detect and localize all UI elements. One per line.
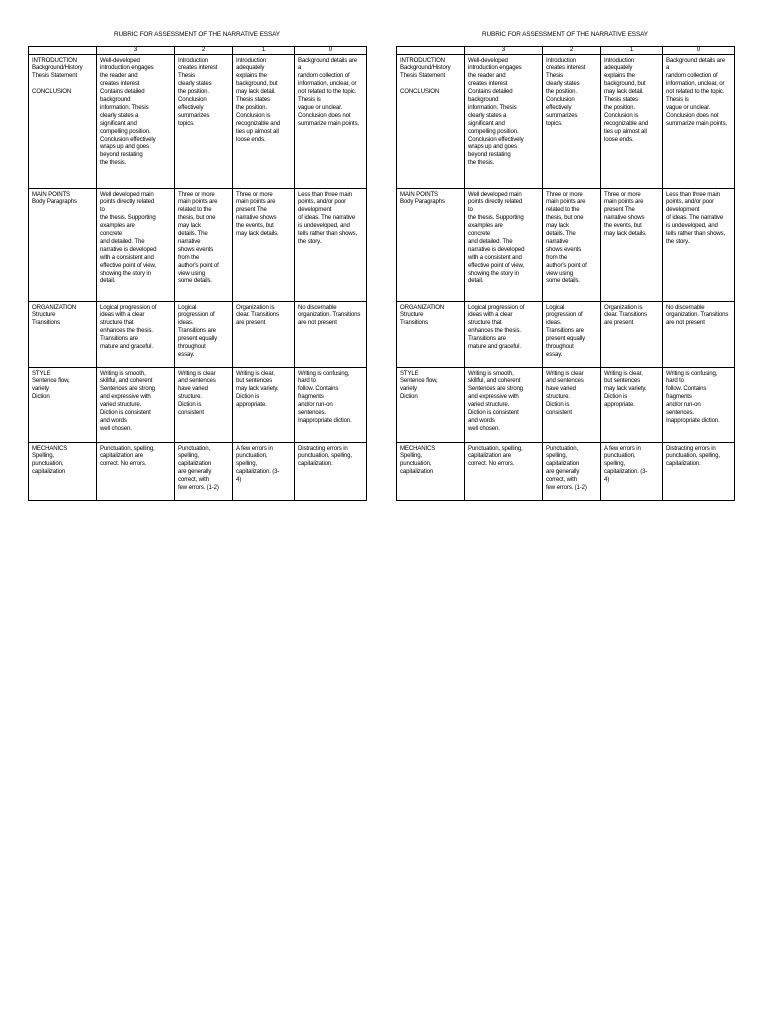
- criteria-cell-1: Three or more main points are present The narrative shows the events, but may lack details.: [601, 188, 663, 301]
- row-style: [29, 367, 367, 442]
- criteria-cell-2: Introduction creates interest Thesis clearly states the position. Conclusion effectively summarizes topics.: [175, 54, 233, 188]
- criteria-cell-0: Background details are a random collection of information, unclear, or not related to the topic. Thesis is vague or unclear. Conclusion does not summarize main points.: [295, 54, 367, 188]
- criteria-cell-3: Well-developed introduction engages the reader and creates interest Contains detailed background information. Thesis clearly states a significant and compelling position. Conclusion effectively wraps up and goes beyond restating the thesis.: [465, 54, 543, 188]
- criteria-cell-3: Punctuation, spelling, capitalization are correct. No errors.: [465, 442, 543, 500]
- category-cell: STYLE Sentence flow, variety Diction: [29, 367, 97, 442]
- criteria-cell-2: Logical progression of ideas. Transitions are present equally throughout essay.: [175, 301, 233, 367]
- criteria-cell-0: Distracting errors in punctuation, spelling, capitalization.: [663, 442, 735, 500]
- criteria-cell-2: Introduction creates interest Thesis clearly states the position. Conclusion effectively summarizes topics.: [543, 54, 601, 188]
- row-mechanics: [29, 442, 367, 500]
- criteria-cell-2: Writing is clear and sentences have varied structure. Diction is consistent: [543, 367, 601, 442]
- criteria-cell-1: Introduction adequately explains the background, but may lack detail. Thesis states the position. Conclusion is recognizable and ties up almost all loose ends.: [233, 54, 295, 188]
- criteria-cell-3: Well-developed introduction engages the reader and creates interest Contains detailed background information. Thesis clearly states a significant and compelling position. Conclusion effectively wraps up and goes beyond restating the thesis.: [97, 54, 175, 188]
- row-main-points: [29, 188, 367, 301]
- row-introduction: [29, 54, 367, 188]
- criteria-cell-0: Background details are a random collection of information, unclear, or not related to the topic. Thesis is vague or unclear. Conclusion does not summarize main points.: [663, 54, 735, 188]
- criteria-cell-2: Three or more main points are related to the thesis, but one may lack details. The narrative shows events from the author's point of view using some details.: [543, 188, 601, 301]
- criteria-cell-2: Logical progression of ideas. Transitions are present equally throughout essay.: [543, 301, 601, 367]
- row-organization: [29, 301, 367, 367]
- score-header-row: [29, 47, 367, 55]
- criteria-cell-3: Well developed main points directly related to the thesis. Supporting examples are concrete and detailed. The narrative is developed with a consistent and effective point of view, showing the story in detail.: [97, 188, 175, 301]
- criteria-cell-3: Logical progression of ideas with a clear structure that enhances the thesis. Transitions are mature and graceful.: [465, 301, 543, 367]
- criteria-cell-2: Punctuation, spelling, capitalization are generally correct, with few errors. (1-2): [543, 442, 601, 500]
- criteria-cell-1: Organization is clear. Transitions are present: [233, 301, 295, 367]
- row-main-points: [397, 188, 735, 301]
- score-header-0: 0: [663, 47, 735, 55]
- row-mechanics: [397, 442, 735, 500]
- row-organization: [397, 301, 735, 367]
- rubric-table: [396, 46, 735, 501]
- score-header-0: 0: [295, 47, 367, 55]
- rubric-table: [28, 46, 367, 501]
- criteria-cell-1: A few errors in punctuation, spelling, capitalization. (3- 4): [233, 442, 295, 500]
- category-cell: MAIN POINTS Body Paragraphs: [29, 188, 97, 301]
- score-header-row: [397, 47, 735, 55]
- rubric-copy-right: [396, 30, 734, 501]
- criteria-cell-1: Three or more main points are present The narrative shows the events, but may lack details.: [233, 188, 295, 301]
- category-cell: MECHANICS Spelling, punctuation, capitalization: [397, 442, 465, 500]
- criteria-cell-0: No discernable organization. Transitions are not present: [295, 301, 367, 367]
- category-cell: INTRODUCTION Background/History Thesis Statement CONCLUSION: [29, 54, 97, 188]
- criteria-cell-0: Writing is confusing, hard to follow. Contains fragments and/or run-on sentences. Inappropriate diction.: [295, 367, 367, 442]
- rubric-title: RUBRIC FOR ASSESSMENT OF THE NARRATIVE ESSAY: [114, 31, 280, 38]
- header-blank-cell: [29, 47, 97, 55]
- criteria-cell-0: Less than three main points, and/or poor development of ideas. The narrative is undeveloped, and tells rather than shows, the story.: [295, 188, 367, 301]
- category-cell: MAIN POINTS Body Paragraphs: [397, 188, 465, 301]
- criteria-cell-3: Punctuation, spelling, capitalization are correct. No errors.: [97, 442, 175, 500]
- criteria-cell-1: Organization is clear. Transitions are present: [601, 301, 663, 367]
- score-header-2: 2: [543, 47, 601, 55]
- criteria-cell-1: A few errors in punctuation, spelling, capitalization. (3- 4): [601, 442, 663, 500]
- category-cell: ORGANIZATION Structure Transitions: [29, 301, 97, 367]
- criteria-cell-2: Writing is clear and sentences have varied structure. Diction is consistent: [175, 367, 233, 442]
- score-header-2: 2: [175, 47, 233, 55]
- criteria-cell-0: No discernable organization. Transitions are not present: [663, 301, 735, 367]
- category-cell: STYLE Sentence flow, variety Diction: [397, 367, 465, 442]
- criteria-cell-2: Three or more main points are related to the thesis, but one may lack details. The narrative shows events from the author's point of view using some details.: [175, 188, 233, 301]
- category-cell: ORGANIZATION Structure Transitions: [397, 301, 465, 367]
- criteria-cell-1: Writing is clear, but sentences may lack variety. Diction is appropriate.: [233, 367, 295, 442]
- criteria-cell-3: Writing is smooth, skillful, and coherent Sentences are strong and expressive with varied structure. Diction is consistent and words well chosen.: [465, 367, 543, 442]
- criteria-cell-0: Writing is confusing, hard to follow. Contains fragments and/or run-on sentences. Inappropriate diction.: [663, 367, 735, 442]
- header-blank-cell: [397, 47, 465, 55]
- score-header-1: 1: [233, 47, 295, 55]
- category-cell: MECHANICS Spelling, punctuation, capitalization: [29, 442, 97, 500]
- row-introduction: [397, 54, 735, 188]
- criteria-cell-2: Punctuation, spelling, capitalization are generally correct, with few errors. (1-2): [175, 442, 233, 500]
- criteria-cell-3: Logical progression of ideas with a clear structure that enhances the thesis. Transitions are mature and graceful.: [97, 301, 175, 367]
- row-style: [397, 367, 735, 442]
- score-header-1: 1: [601, 47, 663, 55]
- criteria-cell-3: Well developed main points directly related to the thesis. Supporting examples are concrete and detailed. The narrative is developed with a consistent and effective point of view, showing the story in detail.: [465, 188, 543, 301]
- criteria-cell-3: Writing is smooth, skillful, and coherent Sentences are strong and expressive with varied structure. Diction is consistent and words well chosen.: [97, 367, 175, 442]
- criteria-cell-1: Writing is clear, but sentences may lack variety. Diction is appropriate.: [601, 367, 663, 442]
- criteria-cell-0: Less than three main points, and/or poor development of ideas. The narrative is undeveloped, and tells rather than shows, the story.: [663, 188, 735, 301]
- category-cell: INTRODUCTION Background/History Thesis Statement CONCLUSION: [397, 54, 465, 188]
- score-header-3: 3: [97, 47, 175, 55]
- criteria-cell-1: Introduction adequately explains the background, but may lack detail. Thesis states the position. Conclusion is recognizable and ties up almost all loose ends.: [601, 54, 663, 188]
- score-header-3: 3: [465, 47, 543, 55]
- rubric-title: RUBRIC FOR ASSESSMENT OF THE NARRATIVE ESSAY: [482, 31, 648, 38]
- rubric-copy-left: [28, 30, 366, 501]
- criteria-cell-0: Distracting errors in punctuation, spelling, capitalization.: [295, 442, 367, 500]
